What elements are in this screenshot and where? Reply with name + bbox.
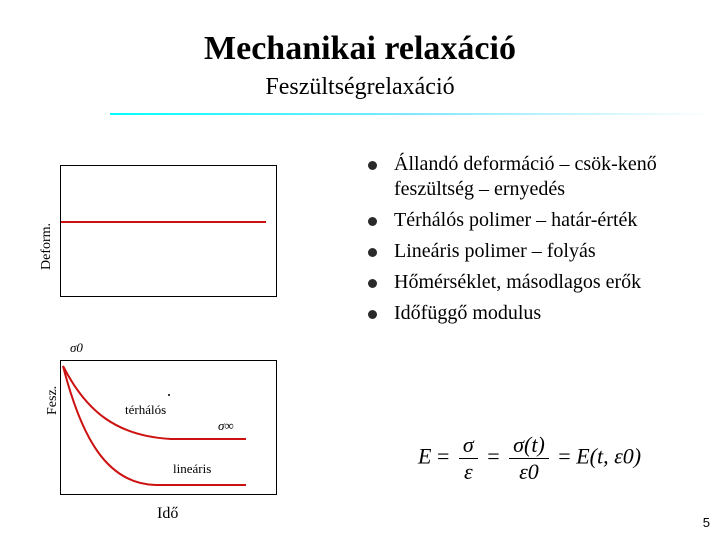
deformation-graph xyxy=(60,165,277,297)
x-axis-label: Idő xyxy=(157,505,179,522)
slide-subtitle: Feszültségrelaxáció xyxy=(265,74,455,100)
deformation-line xyxy=(61,221,266,223)
sigma-inf-label: σ∞ xyxy=(218,418,234,433)
stress-axis-label: Fesz. xyxy=(45,385,60,415)
bullet-dot-icon xyxy=(368,217,377,226)
bullet-dot-icon xyxy=(368,161,377,170)
sigma-zero-label: σ0 xyxy=(70,340,83,355)
bullet-item: Állandó deformáció – csök-kenő feszültség – ernyedés xyxy=(364,152,664,202)
bullet-dot-icon xyxy=(368,310,377,319)
linearis-label: lineáris xyxy=(173,461,212,476)
bullet-item: Hőmérséklet, másodlagos erők xyxy=(364,270,664,295)
bullet-list xyxy=(364,152,664,332)
bullet-item: Időfüggő modulus xyxy=(364,301,664,326)
bullet-item: Lineáris polimer – folyás xyxy=(364,239,664,264)
bullet-dot-icon xyxy=(368,279,377,288)
slide-title: Mechanikai relaxáció xyxy=(204,30,516,67)
modulus-formula: E = $\frac{\sigma}{\varepsilon}$ = $\frac{\sigma(t)}{\varepsilon 0}$ = E(t, ε0) xyxy=(418,432,642,484)
terhalos-label: térhálós xyxy=(125,402,167,417)
bullet-dot-icon xyxy=(368,248,377,257)
stress-graph xyxy=(60,360,277,495)
accent-bar xyxy=(110,113,712,115)
deformation-axis-label: Deform. xyxy=(39,222,54,270)
page-number: 5 xyxy=(702,515,710,530)
stress-curves xyxy=(61,361,276,494)
marker-dot xyxy=(168,394,170,396)
bullet-item: Térhálós polimer – határ-érték xyxy=(364,208,664,233)
